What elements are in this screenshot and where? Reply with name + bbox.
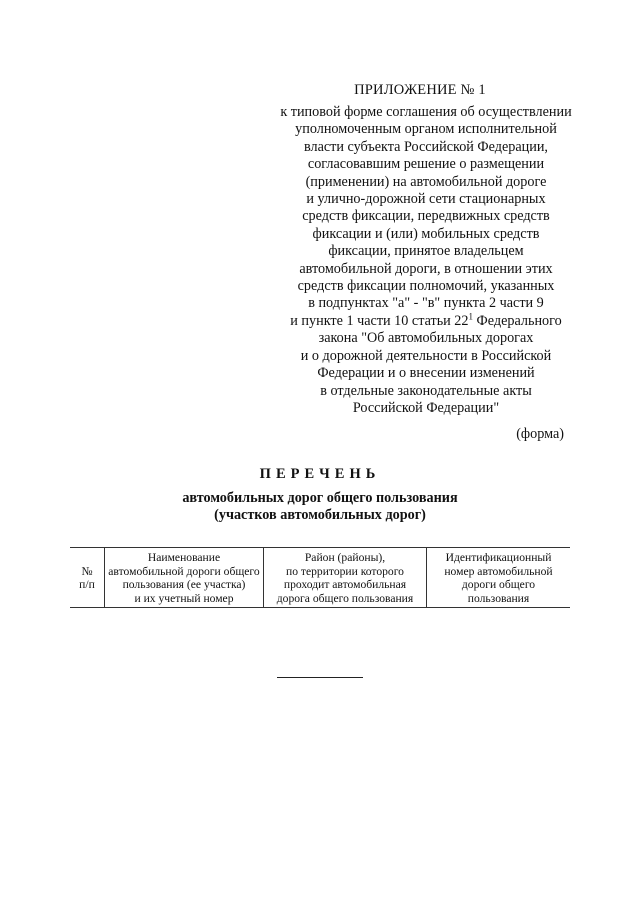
header-line: Наименование bbox=[147, 551, 221, 564]
header-line: по территории которого bbox=[286, 564, 404, 578]
appendix-line: в подпунктах "а" - "в" пункта 2 части 9 bbox=[308, 295, 544, 312]
superscript: 1 bbox=[468, 311, 473, 322]
header-line: и их учетный номер bbox=[134, 591, 234, 605]
appendix-line: (применении) на автомобильной дороге bbox=[305, 173, 547, 190]
appendix-line-with-superscript bbox=[236, 313, 616, 330]
appendix-line: автомобильной дороги, в отношении этих bbox=[299, 260, 553, 277]
form-label: (форма) bbox=[516, 426, 564, 442]
appendix-line: Российской Федерации" bbox=[352, 399, 500, 416]
appendix-line-part: и пункте 1 части 10 статьи 22 bbox=[290, 312, 469, 329]
appendix-line: власти субъекта Российской Федерации, bbox=[304, 138, 548, 155]
document-title: ПЕРЕЧЕНЬ bbox=[259, 466, 381, 482]
header-line: дороги общего bbox=[461, 578, 536, 592]
appendix-line: и о дорожной деятельности в Российской bbox=[300, 347, 552, 364]
table-header-row bbox=[70, 548, 570, 608]
appendix-line: и улично-дорожной сети стационарных bbox=[306, 191, 546, 208]
header-line: проходит автомобильная bbox=[283, 578, 407, 592]
appendix-line: в отдельные законодательные акты bbox=[320, 382, 532, 399]
column-header-identification-number bbox=[427, 548, 571, 608]
header-line: пользования (ее участка) bbox=[122, 578, 246, 592]
column-header-number bbox=[70, 548, 105, 608]
header-line: номер автомобильной bbox=[444, 564, 553, 578]
appendix-line-part: Федерального bbox=[473, 312, 562, 329]
appendix-title: ПРИЛОЖЕНИЕ № 1 bbox=[354, 82, 486, 98]
header-line: автомобильной дороги общего bbox=[108, 564, 260, 578]
roads-table bbox=[70, 547, 570, 608]
appendix-line: фиксации, принятое владельцем bbox=[328, 243, 524, 260]
appendix-line: к типовой форме соглашения об осуществлении bbox=[280, 104, 572, 120]
appendix-line: уполномоченным органом исполнительной bbox=[295, 121, 557, 138]
footer-divider bbox=[277, 677, 363, 678]
appendix-line: средств фиксации, передвижных средств bbox=[302, 208, 550, 225]
subtitle-line: автомобильных дорог общего пользования bbox=[182, 490, 458, 506]
column-header-district bbox=[264, 548, 427, 608]
header-line: пользования bbox=[467, 591, 530, 605]
header-line: дорога общего пользования bbox=[276, 591, 414, 605]
appendix-text bbox=[236, 104, 616, 417]
document-subtitle bbox=[0, 490, 640, 525]
appendix-line: средств фиксации полномочий, указанных bbox=[297, 278, 555, 295]
header-line: Идентификационный bbox=[445, 551, 552, 564]
appendix-line: закона "Об автомобильных дорогах bbox=[318, 330, 534, 347]
header-line: № bbox=[81, 564, 93, 578]
header-line: Район (районы), bbox=[304, 551, 386, 564]
appendix-line: фиксации и (или) мобильных средств bbox=[312, 225, 540, 242]
header-line: п/п bbox=[79, 578, 95, 592]
subtitle-line: (участков автомобильных дорог) bbox=[214, 507, 426, 524]
appendix-line: согласовавшим решение о размещении bbox=[307, 156, 545, 173]
column-header-road-name bbox=[105, 548, 264, 608]
appendix-line: Федерации и о внесении изменений bbox=[317, 365, 535, 382]
